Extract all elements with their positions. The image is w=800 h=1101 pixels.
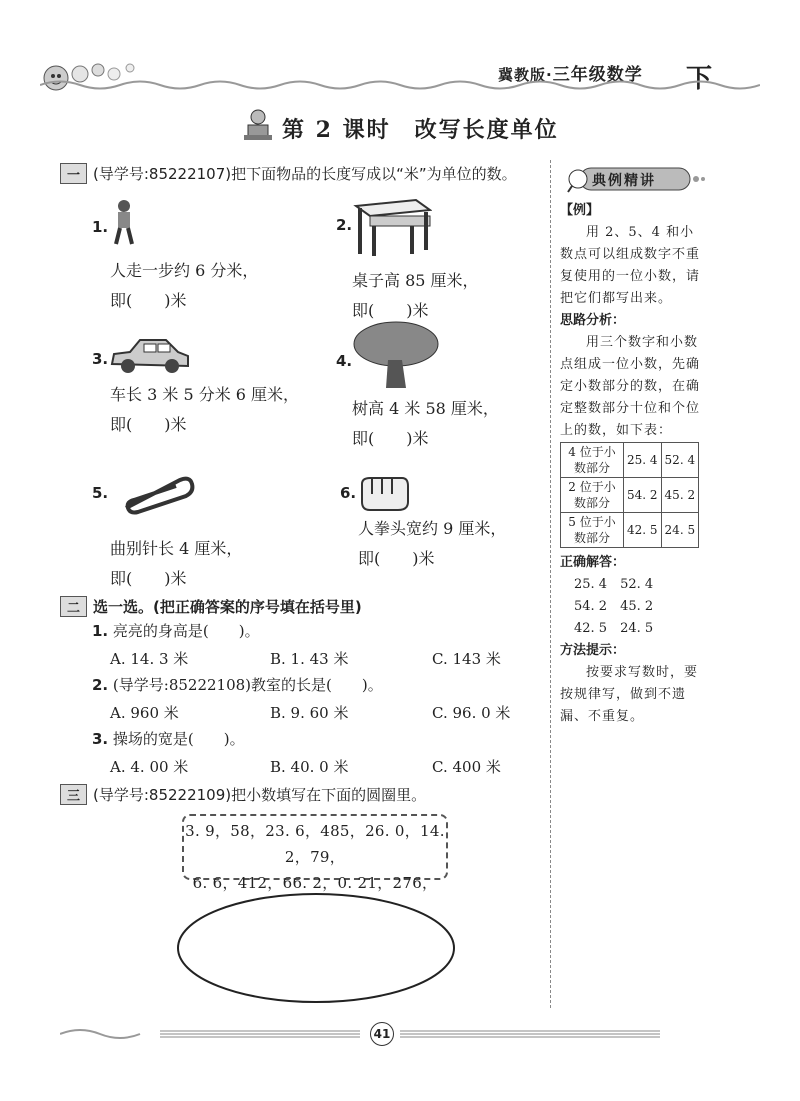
analysis-label: 思路分析： (560, 313, 626, 328)
item3-line1: 车长 3 米 5 分米 6 厘米， (110, 385, 300, 404)
page-number: 41 (370, 1022, 394, 1046)
item2-line2: 即( )米 (352, 301, 429, 320)
item2-line1: 桌子高 85 厘米， (352, 271, 479, 290)
paperclip-icon (116, 472, 196, 516)
table-row-label: 4 位于小数部分 (561, 443, 624, 478)
example-text: 用 2、5、4 和小数点可以组成数字不重复使用的一位小数，请把它们都写出来。 (560, 225, 701, 306)
q1-number: 1. (92, 622, 109, 640)
answer-line: 25. 4 52. 4 (574, 577, 654, 592)
table-cell: 25. 4 (624, 443, 662, 478)
table-cell: 45. 2 (661, 478, 699, 513)
example-label: 【例】 (560, 203, 600, 218)
item3-text (110, 380, 299, 440)
item1-line2: 即( )米 (110, 291, 187, 310)
item2-number: 2. (336, 216, 353, 234)
table-row (561, 513, 699, 548)
q3-option-c: C. 400 米 (432, 758, 501, 776)
item1-number: 1. (92, 218, 109, 236)
table-row (561, 443, 699, 478)
item6-text (358, 514, 506, 574)
desk-icon (352, 196, 432, 258)
q2-option-b: B. 9. 60 米 (270, 704, 349, 722)
answer-line: 42. 5 24. 5 (574, 621, 654, 636)
lesson-title: 第 2 课时 改写长度单位 (282, 117, 559, 143)
girl-reading-icon (242, 108, 274, 142)
tree-icon (352, 320, 440, 390)
table-row (561, 478, 699, 513)
q3-text: 操场的宽是( )。 (112, 730, 245, 748)
answer-line: 54. 2 45. 2 (574, 599, 654, 614)
section3-instruction: (导学号:85222109)把小数填写在下面的圆圈里。 (93, 786, 427, 804)
item1-text (110, 256, 258, 316)
header-wave-divider (40, 78, 760, 92)
car-icon (108, 336, 190, 376)
numbers-line2: 6. 6，412，66. 2，0. 21，276， (192, 874, 438, 892)
q3-number: 3. (92, 730, 109, 748)
q3-row (92, 728, 245, 749)
section2-header (60, 596, 362, 617)
item1-line1: 人走一步约 6 分米， (110, 261, 259, 280)
sidebar-banner-title: 典例精讲 (592, 173, 656, 189)
sidebar-divider (550, 160, 551, 1008)
sidebar-content (560, 200, 700, 728)
q3-option-b: B. 40. 0 米 (270, 758, 349, 776)
section3-badge: 三 (60, 784, 87, 805)
answer-oval[interactable] (174, 890, 458, 1006)
item5-text (110, 534, 242, 594)
item4-number: 4. (336, 352, 353, 370)
footer-decoration (60, 1020, 740, 1048)
item5-line1: 曲别针长 4 厘米， (110, 539, 243, 558)
q1-option-c: C. 143 米 (432, 650, 501, 668)
item5-number: 5. (92, 484, 109, 502)
item3-line2: 即( )米 (110, 415, 187, 434)
walking-boy-icon (110, 198, 138, 248)
q2-row (92, 674, 383, 695)
q1-option-a: A. 14. 3 米 (110, 650, 189, 668)
section1-instruction: (导学号:85222107)把下面物品的长度写成以“米”为单位的数。 (93, 165, 517, 183)
analysis-text: 用三个数字和小数点组成一位小数，先确定小数部分的数，在确定整数部分十位和个位上的数，如下表： (560, 335, 701, 438)
answer-label: 正确解答： (560, 555, 626, 570)
q3-option-a: A. 4. 00 米 (110, 758, 189, 776)
section2-badge: 二 (60, 596, 87, 617)
item4-line2: 即( )米 (352, 429, 429, 448)
item6-number: 6. (340, 484, 357, 502)
q2-text: (导学号:85222108)教室的长是( )。 (112, 676, 383, 694)
numbers-line1: 3. 9，58，23. 6，485，26. 0，14. 2，79， (185, 822, 445, 866)
table-row-label: 2 位于小数部分 (561, 478, 624, 513)
tip-label: 方法提示： (560, 643, 626, 658)
q1-option-b: B. 1. 43 米 (270, 650, 349, 668)
section1-badge: 一 (60, 163, 87, 184)
item2-text (352, 266, 479, 326)
fist-icon (358, 476, 410, 512)
example-table (560, 442, 699, 548)
table-cell: 42. 5 (624, 513, 662, 548)
q1-row (92, 620, 260, 641)
item4-text (352, 394, 499, 454)
item6-line1: 人拳头宽约 9 厘米， (358, 519, 507, 538)
section3-header (60, 784, 426, 805)
item4-line1: 树高 4 米 58 厘米， (352, 399, 499, 418)
q1-text: 亮亮的身高是( )。 (112, 622, 260, 640)
item6-line2: 即( )米 (358, 549, 435, 568)
header-edition: 冀教版· (498, 66, 553, 84)
table-row-label: 5 位于小数部分 (561, 513, 624, 548)
table-cell: 24. 5 (661, 513, 699, 548)
tip-text: 按要求写数时，要按规律写，做到不遗漏、不重复。 (560, 665, 699, 724)
q2-option-a: A. 960 米 (110, 704, 179, 722)
item3-number: 3. (92, 350, 109, 368)
table-cell: 52. 4 (661, 443, 699, 478)
section2-instruction: 选一选。(把正确答案的序号填在括号里) (93, 598, 362, 616)
q2-option-c: C. 96. 0 米 (432, 704, 511, 722)
header-volume: 下 (686, 64, 713, 94)
q2-number: 2. (92, 676, 109, 694)
number-list-box (182, 814, 448, 892)
table-cell: 54. 2 (624, 478, 662, 513)
header-grade: 三年级数学 (552, 65, 643, 85)
item5-line2: 即( )米 (110, 569, 187, 588)
section1-header (60, 163, 517, 184)
